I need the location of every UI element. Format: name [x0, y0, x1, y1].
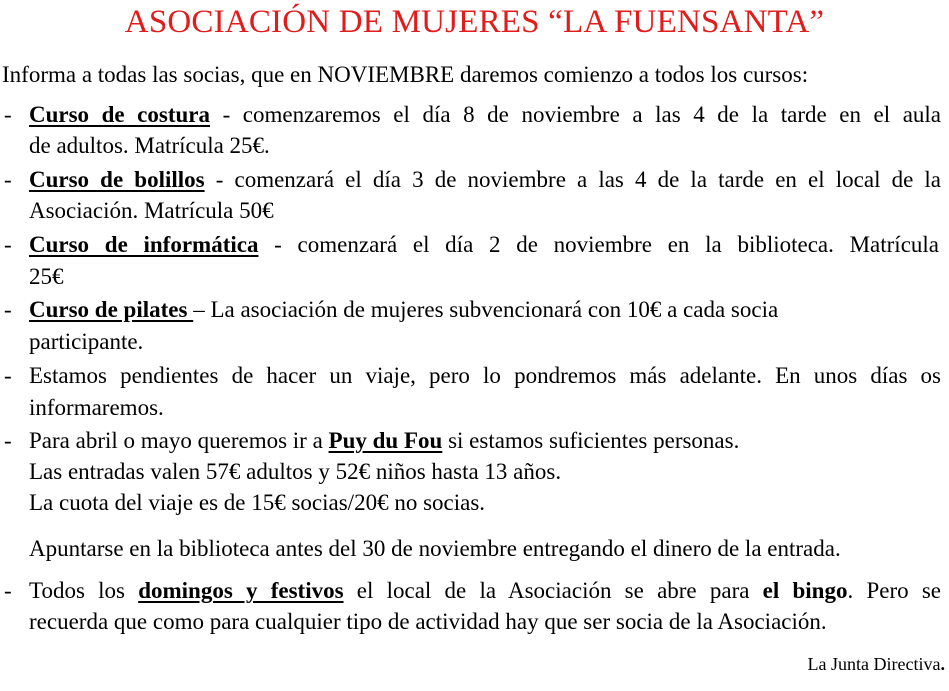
course-description: - comenzaremos el día 8 de noviembre a las 4 de la tarde en el aula — [210, 102, 942, 127]
list-item-line: participante. — [29, 329, 144, 354]
course-description: - comenzará el día 3 de noviembre a las 4 de la tarde en el local de la — [204, 167, 941, 192]
trip-fee-line: La cuota del viaje es de 15€ socias/20€ no socias. — [29, 490, 486, 515]
bullet-dash: - — [4, 363, 12, 388]
list-item-line — [29, 165, 941, 195]
list-item-line — [29, 576, 941, 606]
list-item-line — [29, 426, 739, 456]
list-item-line — [29, 295, 778, 325]
list-item-line: 25€ — [29, 264, 64, 289]
course-description: – La asociación de mujeres subvencionará con 10€ a cada socia — [193, 297, 779, 322]
list-item-text: . Pero se — [847, 578, 941, 603]
ticket-prices-line: Las entradas valen 57€ adultos y 52€ niños hasta 13 años. — [29, 459, 562, 484]
list-item-line: de adultos. Matrícula 25€. — [29, 133, 270, 158]
page-title: ASOCIACIÓN DE MUJERES “LA FUENSANTA” — [124, 4, 825, 40]
list-item-line: informaremos. — [29, 395, 164, 420]
bullet-dash: - — [4, 167, 12, 192]
course-description: - comenzará el día 2 de noviembre en la biblioteca. Matrícula — [258, 232, 939, 257]
list-item-line — [29, 230, 939, 260]
list-item-line: Asociación. Matrícula 50€ — [29, 198, 274, 223]
signature-period: . — [940, 654, 945, 674]
list-item-text: Para abril o mayo queremos ir a — [29, 428, 329, 453]
signature-text: La Junta Directiva — [807, 654, 941, 674]
weekend-highlight: domingos y festivos — [138, 578, 344, 603]
bullet-dash: - — [4, 232, 12, 257]
list-item-text: el local de la Asociación se abre para — [343, 578, 763, 603]
list-item-line — [29, 100, 941, 130]
signature — [808, 652, 945, 676]
bingo-highlight: el bingo — [762, 578, 848, 603]
course-title: Curso de costura — [29, 102, 211, 127]
list-item-line: recuerda que como para cualquier tipo de actividad hay que ser socia de la Asociación. — [29, 609, 827, 634]
bullet-dash: - — [4, 297, 12, 322]
bullet-dash: - — [4, 102, 12, 127]
intro-text: Informa a todas las socias, que en NOVIEMBRE daremos comienzo a todos los cursos: — [2, 62, 809, 87]
course-title: Curso de pilates — [29, 297, 194, 322]
list-item-line: Estamos pendientes de hacer un viaje, pero lo pondremos más adelante. En unos días os — [29, 363, 941, 388]
course-title: Curso de informática — [29, 232, 259, 257]
destination-highlight: Puy du Fou — [328, 428, 443, 453]
list-item-text: Todos los — [29, 578, 139, 603]
signup-line: Apuntarse en la biblioteca antes del 30 de noviembre entregando el dinero de la entrada. — [29, 536, 841, 561]
list-item-text: si estamos suficientes personas. — [442, 428, 740, 453]
course-title: Curso de bolillos — [29, 167, 205, 192]
bullet-dash: - — [4, 428, 12, 453]
bullet-dash: - — [4, 578, 12, 603]
